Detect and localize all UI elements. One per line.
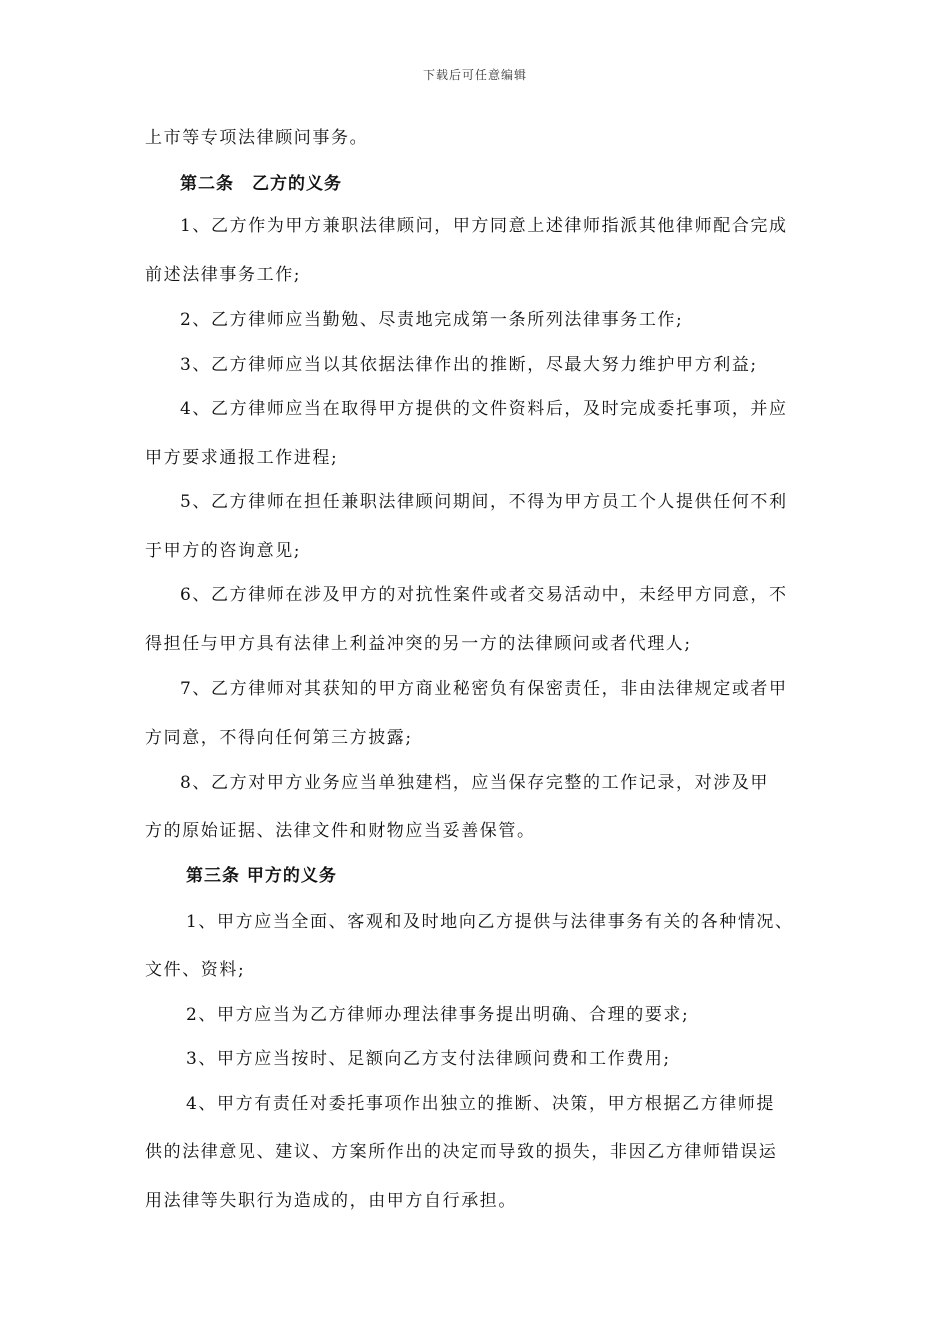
- body-line: 4、甲方有责任对委托事项作出独立的推断、决策，甲方根据乙方律师提: [186, 1094, 776, 1114]
- body-line: 2、甲方应当为乙方律师办理法律事务提出明确、合理的要求;: [186, 1005, 690, 1025]
- body-line: 3、乙方律师应当以其依据法律作出的推断，尽最大努力维护甲方利益;: [180, 355, 758, 375]
- body-line: 用法律等失职行为造成的，由甲方自行承担。: [145, 1191, 517, 1211]
- body-line: 上市等专项法律顾问事务。: [145, 128, 369, 148]
- body-line: 1、甲方应当全面、客观和及时地向乙方提供与法律事务有关的各种情况、: [186, 912, 794, 932]
- body-line: 7、乙方律师对其获知的甲方商业秘密负有保密责任，非由法律规定或者甲: [180, 679, 788, 699]
- body-line: 前述法律事务工作;: [145, 265, 302, 285]
- section-heading-article-3: 第三条 甲方的义务: [186, 866, 337, 886]
- body-line: 1、乙方作为甲方兼职法律顾问，甲方同意上述律师指派其他律师配合完成: [180, 216, 788, 236]
- body-line: 5、乙方律师在担任兼职法律顾问期间，不得为甲方员工个人提供任何不利: [180, 492, 788, 512]
- body-line: 于甲方的咨询意见;: [145, 541, 302, 561]
- body-line: 供的法律意见、建议、方案所作出的决定而导致的损失，非因乙方律师错误运: [145, 1142, 778, 1162]
- page-header-note: 下载后可任意编辑: [422, 68, 527, 82]
- body-line: 4、乙方律师应当在取得甲方提供的文件资料后，及时完成委托事项，并应: [180, 399, 788, 419]
- body-line: 甲方要求通报工作进程;: [145, 448, 339, 468]
- section-heading-article-2: 第二条 乙方的义务: [180, 174, 342, 194]
- body-line: 8、乙方对甲方业务应当单独建档，应当保存完整的工作记录，对涉及甲: [180, 773, 770, 793]
- body-line: 6、乙方律师在涉及甲方的对抗性案件或者交易活动中，未经甲方同意，不: [180, 585, 788, 605]
- body-line: 方的原始证据、法律文件和财物应当妥善保管。: [145, 821, 536, 841]
- body-line: 3、甲方应当按时、足额向乙方支付法律顾问费和工作费用;: [186, 1049, 671, 1069]
- body-line: 文件、资料;: [145, 960, 246, 980]
- body-line: 2、乙方律师应当勤勉、尽责地完成第一条所列法律事务工作;: [180, 310, 684, 330]
- body-line: 方同意，不得向任何第三方披露;: [145, 728, 413, 748]
- body-line: 得担任与甲方具有法律上利益冲突的另一方的法律顾问或者代理人;: [145, 634, 692, 654]
